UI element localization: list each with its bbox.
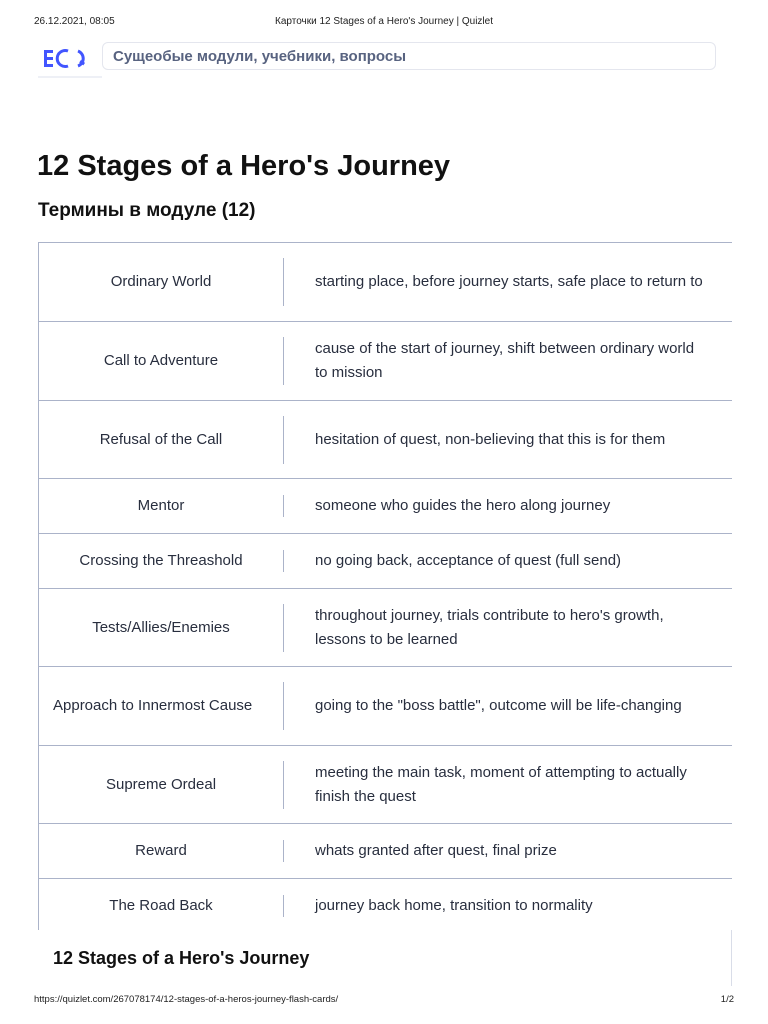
term-row	[39, 534, 732, 589]
term-text: Mentor	[137, 497, 185, 514]
card-edge	[731, 930, 732, 986]
term-row	[39, 243, 732, 322]
term-row	[39, 746, 732, 824]
term-row	[39, 667, 732, 746]
print-page-title: Карточки 12 Stages of a Hero's Journey | Quizlet	[275, 16, 493, 27]
term-row	[39, 824, 732, 879]
quizlet-logo-icon[interactable]	[44, 46, 100, 70]
term-row	[39, 322, 732, 401]
term-row	[39, 479, 732, 534]
definition-text: starting place, before journey starts, safe place to return to	[315, 273, 703, 290]
term-text: Tests/Allies/Enemies	[92, 618, 230, 636]
terms-heading: Термины в модуле (12)	[38, 200, 256, 221]
term-text: Ordinary World	[110, 273, 212, 290]
term-text: Reward	[135, 842, 187, 859]
terms-table	[38, 242, 732, 930]
term-row	[39, 589, 732, 667]
print-header	[34, 16, 734, 30]
print-page-number: 1/2	[720, 994, 734, 1005]
term-text: Call to Adventure	[103, 352, 219, 369]
definition-text: journey back home, transition to normality	[315, 897, 593, 914]
term-text: Approach to Innermost Cause	[53, 697, 253, 714]
logo-underline	[38, 76, 102, 78]
term-text: Crossing the Threashold	[79, 552, 243, 569]
print-datetime: 26.12.2021, 08:05	[34, 16, 115, 27]
definition-text: no going back, acceptance of quest (full send)	[315, 552, 622, 569]
definition-text: cause of the start of journey, shift between ordinary world to mission	[315, 340, 695, 381]
term-row	[39, 879, 732, 930]
page-title: 12 Stages of a Hero's Journey	[37, 150, 451, 182]
definition-text: meeting the main task, moment of attempting to actually finish the quest	[315, 763, 687, 805]
print-footer	[34, 994, 734, 1008]
definition-text: going to the "boss battle", outcome will be life-changing	[315, 697, 682, 714]
definition-text: someone who guides the hero along journey	[315, 497, 611, 514]
definition-text: hesitation of quest, non-believing that this is for them	[315, 430, 666, 448]
definition-text: throughout journey, trials contribute to hero's growth, lessons to be learned	[315, 606, 664, 648]
search-input[interactable]	[111, 47, 715, 66]
term-text: Refusal of the Call	[99, 430, 223, 448]
term-text: The Road Back	[109, 897, 213, 914]
print-url: https://quizlet.com/267078174/12-stages-of-a-heros-journey-flash-cards/	[34, 994, 339, 1005]
term-row	[39, 401, 732, 479]
flashcards-section-title: 12 Stages of a Hero's Journey	[53, 948, 310, 968]
top-navigation	[34, 40, 734, 76]
term-text: Supreme Ordeal	[105, 775, 217, 793]
definition-text: whats granted after quest, final prize	[315, 842, 557, 859]
search-bar[interactable]	[102, 42, 716, 70]
